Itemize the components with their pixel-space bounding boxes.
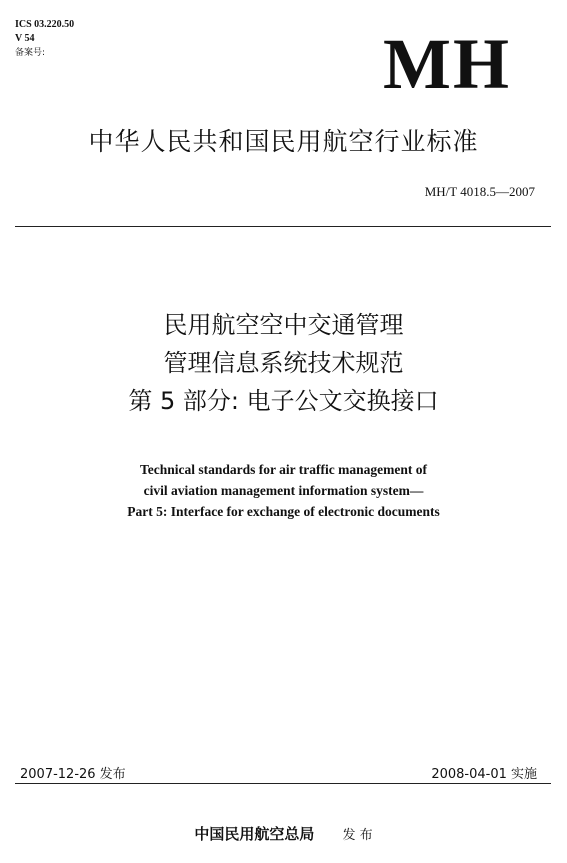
english-title-line: civil aviation management information system—	[143, 483, 424, 498]
classification-codes	[15, 18, 74, 60]
chinese-title-line: 第 5 部分: 电子公文交换接口	[128, 387, 439, 415]
category-code: V 54	[15, 33, 35, 44]
implementation-date: 2008-04-01 实施	[431, 767, 537, 782]
english-title	[0, 459, 567, 522]
chinese-title-line: 管理信息系统技术规范	[163, 349, 404, 377]
english-title-line: Technical standards for air traffic management of	[140, 462, 427, 477]
mh-logo: MH	[383, 24, 511, 104]
ics-code: ICS 03.220.50	[15, 19, 75, 30]
bottom-divider	[15, 783, 551, 784]
chinese-title	[0, 306, 567, 420]
standard-number: MH/T 4018.5—2007	[424, 184, 535, 199]
publish-label: 发 布	[342, 828, 373, 843]
top-divider	[15, 226, 551, 227]
issuer-line	[0, 823, 567, 844]
registration-label: 备案号:	[15, 48, 46, 58]
issuer-name: 中国民用航空总局	[194, 825, 315, 843]
standard-category-title: 中华人民共和国民用航空行业标准	[88, 127, 479, 156]
english-title-line: Part 5: Interface for exchange of electronic documents	[127, 504, 440, 519]
chinese-title-line: 民用航空空中交通管理	[163, 311, 404, 339]
issue-date: 2007-12-26 发布	[20, 767, 126, 782]
